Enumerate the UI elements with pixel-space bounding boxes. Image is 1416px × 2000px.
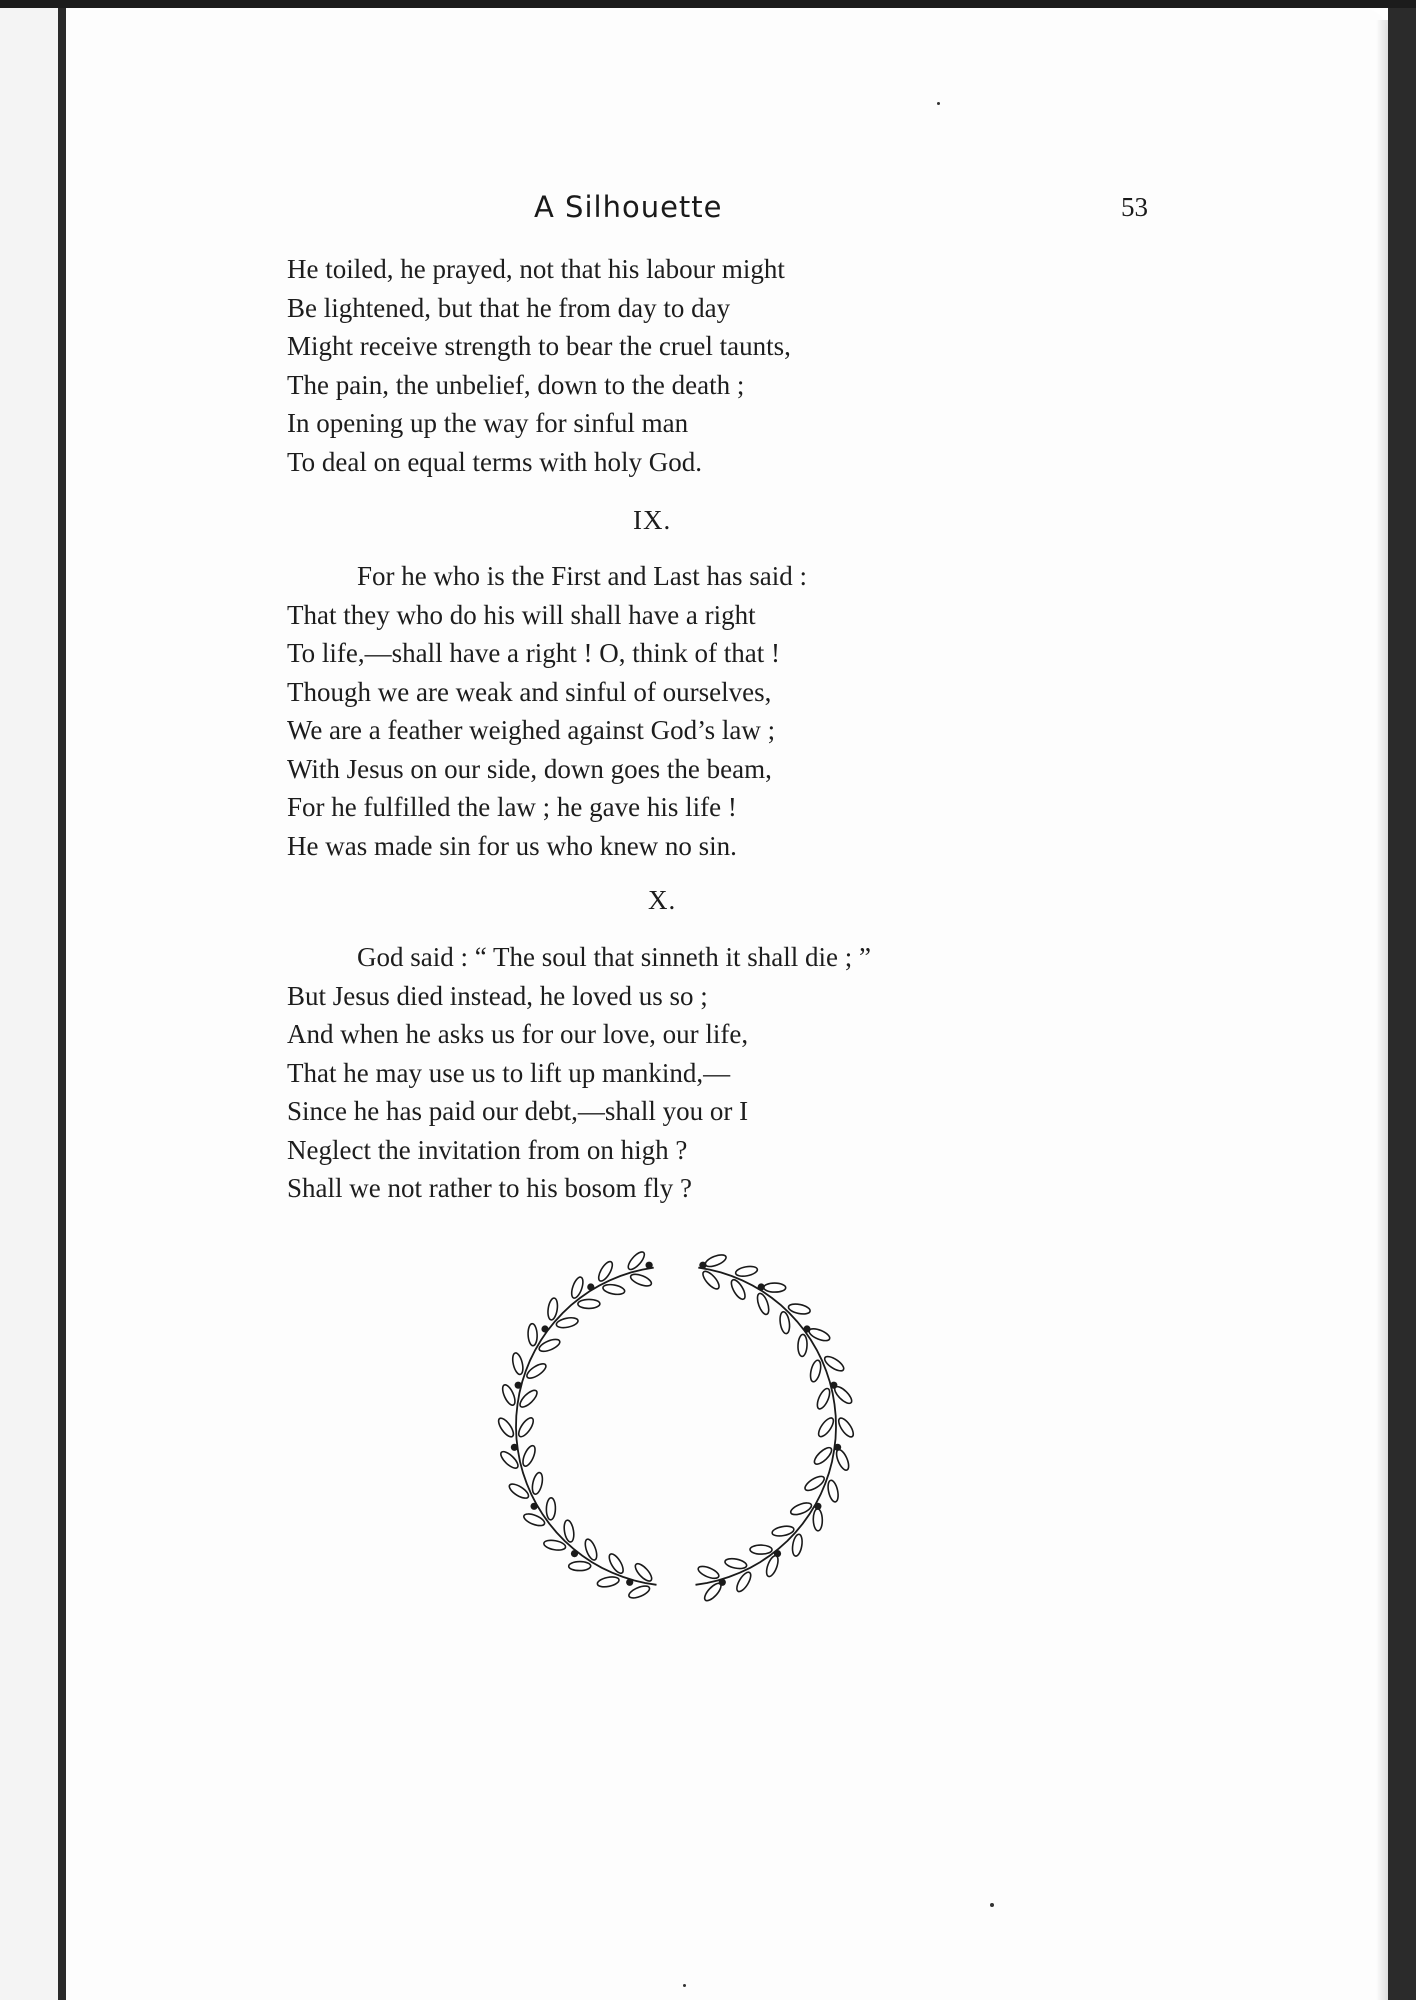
verse-line: The pain, the unbelief, down to the death ; xyxy=(287,369,745,400)
verse-line: He was made sin for us who knew no sin. xyxy=(287,830,737,861)
stanza-viii-continued xyxy=(287,250,791,481)
wreath-leaf xyxy=(500,1383,517,1407)
wreath-leaf xyxy=(531,1472,545,1495)
page-edge-shadow xyxy=(1376,20,1388,2000)
verse-line: We are a feather weighed against God’s law ; xyxy=(287,715,776,745)
wreath-leaf xyxy=(516,1416,536,1439)
wreath-berry xyxy=(803,1325,810,1332)
wreath-berry xyxy=(830,1382,837,1389)
stanza-ix xyxy=(287,557,807,865)
wreath-leaf xyxy=(496,1416,516,1439)
section-numeral-x: X. xyxy=(648,885,677,915)
verse-line: Shall we not rather to his bosom fly ? xyxy=(287,1173,692,1203)
wreath-leaf xyxy=(779,1311,791,1334)
wreath-leaf xyxy=(764,1283,786,1292)
wreath-leaf xyxy=(528,1324,538,1346)
verse-line: And when he asks us for our love, our life, xyxy=(287,1019,749,1049)
wreath-leaf xyxy=(511,1352,525,1375)
print-speck xyxy=(937,102,940,105)
verse-line: That he may use us to lift up mankind,— xyxy=(287,1057,731,1088)
scan-top-border xyxy=(0,0,1416,8)
verse-line: In opening up the way for sinful man xyxy=(287,408,689,438)
wreath-leaf xyxy=(750,1545,772,1554)
wreath-leaf xyxy=(836,1416,856,1439)
verse-line: Neglect the invitation from on high ? xyxy=(287,1134,688,1165)
wreath-berry xyxy=(758,1283,765,1290)
wreath-leaf xyxy=(578,1299,600,1308)
wreath-leaf xyxy=(547,1297,559,1320)
wreath-leaf xyxy=(809,1359,823,1382)
wreath-leaf xyxy=(771,1525,794,1538)
verse-line-first: For he who is the First and Last has said : xyxy=(357,561,807,591)
verse-line: He toiled, he prayed, not that his labour might xyxy=(287,254,785,284)
verse-line: That they who do his will shall have a right xyxy=(287,599,756,630)
wreath-leaf xyxy=(697,1564,721,1581)
section-numeral-ix: IX. xyxy=(633,505,672,535)
laurel-wreath-icon xyxy=(490,1240,862,1612)
wreath-stem xyxy=(516,1268,657,1585)
verse-line: With Jesus on our side, down goes the beam, xyxy=(287,753,772,784)
wreath-leaf xyxy=(724,1557,747,1570)
wreath-leaf xyxy=(816,1416,836,1439)
wreath-leaf xyxy=(704,1252,728,1268)
wreath-leaf xyxy=(520,1444,537,1468)
book-gutter xyxy=(58,8,66,2000)
wreath-leaf xyxy=(798,1334,808,1356)
wreath-leaf xyxy=(543,1539,566,1552)
wreath-leaf xyxy=(813,1509,823,1531)
scan-right-border xyxy=(1388,8,1416,2000)
wreath-leaf xyxy=(498,1449,520,1471)
wreath-berry xyxy=(571,1550,578,1557)
wreath-leaf xyxy=(834,1448,851,1472)
wreath-leaf xyxy=(597,1575,620,1588)
wreath-leaf xyxy=(788,1302,811,1315)
wreath-berry xyxy=(587,1283,594,1290)
verse-line: To deal on equal terms with holy God. xyxy=(287,446,703,477)
wreath-berry xyxy=(541,1325,548,1332)
wreath-leaf xyxy=(546,1498,556,1520)
wreath-berry xyxy=(646,1262,653,1269)
verse-line: Be lightened, but that he from day to day xyxy=(287,292,731,323)
wreath-leaf xyxy=(629,1272,653,1288)
verse-line-first: God said : “ The soul that sinneth it shall die ; ” xyxy=(357,942,871,972)
verse-line: Though we are weak and sinful of ourselves, xyxy=(287,676,772,707)
wreath-berry xyxy=(834,1444,841,1451)
facing-page-edge xyxy=(0,8,58,2000)
wreath-leaf xyxy=(815,1387,832,1411)
wreath-berry xyxy=(511,1444,518,1451)
wreath-berry xyxy=(626,1579,633,1586)
running-title: A Silhouette xyxy=(534,190,723,224)
page-number: 53 xyxy=(1121,192,1148,222)
wreath-stem xyxy=(696,1268,837,1585)
wreath-leaf xyxy=(826,1479,840,1502)
wreath-leaf xyxy=(627,1584,651,1601)
print-speck xyxy=(683,1984,686,1987)
wreath-berry xyxy=(699,1262,706,1269)
wreath-leaf xyxy=(791,1534,804,1557)
print-speck xyxy=(990,1903,994,1907)
wreath-berry xyxy=(719,1579,726,1586)
verse-line: Since he has paid our debt,—shall you or I xyxy=(287,1096,749,1126)
wreath-leaf xyxy=(569,1562,591,1571)
wreath-berry xyxy=(531,1503,538,1510)
verse-line: To life,—shall have a right ! O, think of that ! xyxy=(287,638,780,668)
verse-line: But Jesus died instead, he loved us so ; xyxy=(287,980,708,1011)
stanza-x xyxy=(287,938,871,1208)
wreath-leaf xyxy=(735,1265,758,1278)
verse-line: For he fulfilled the law ; he gave his life ! xyxy=(287,792,737,822)
wreath-berry xyxy=(774,1550,781,1557)
wreath-berry xyxy=(515,1382,522,1389)
wreath-leaf xyxy=(563,1520,576,1543)
wreath-leaf xyxy=(602,1283,625,1296)
verse-line: Might receive strength to bear the cruel taunts, xyxy=(287,331,791,361)
wreath-berry xyxy=(814,1503,821,1510)
